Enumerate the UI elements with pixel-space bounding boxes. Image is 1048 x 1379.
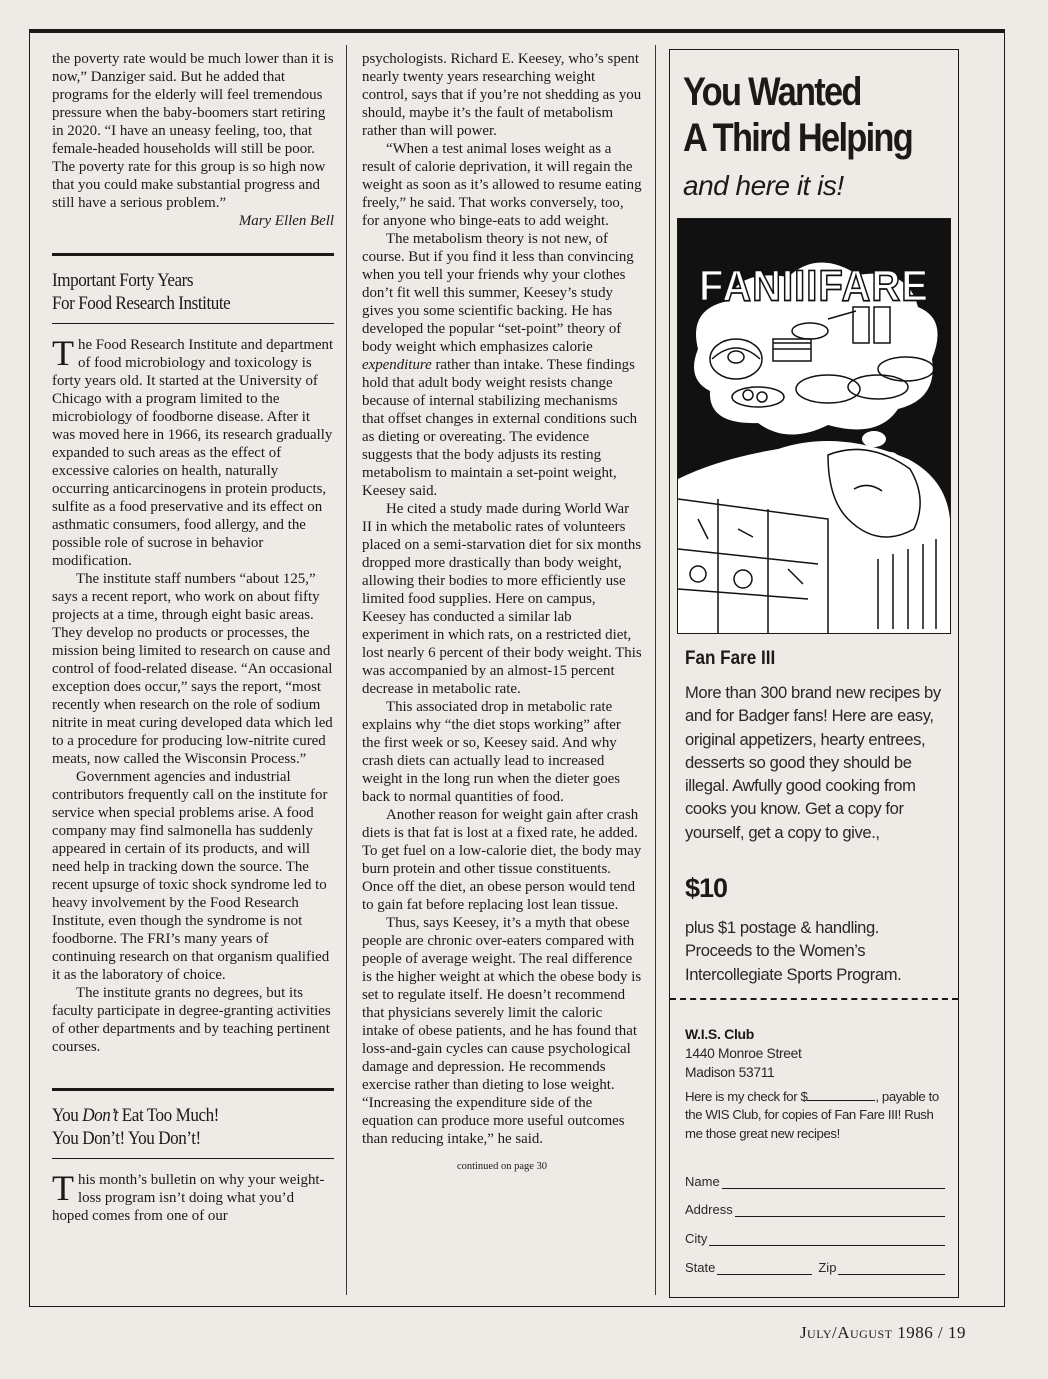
- club-name: W.I.S. Club: [685, 1026, 755, 1042]
- article-headline-line2: You Don’t! You Don’t!: [52, 1128, 201, 1149]
- ad-subhead: and here it is!: [683, 170, 844, 201]
- fri-paragraph-4: The institute grants no degrees, but its faculty participate in degree-granting activities of other departments and by teaching pertinent courses.: [52, 985, 331, 1055]
- address-field[interactable]: Address: [685, 1202, 945, 1217]
- state-zip-field[interactable]: State Zip: [685, 1260, 945, 1275]
- page-folio: July/August 1986 / 19: [799, 1323, 966, 1342]
- drop-cap: T: [52, 333, 74, 373]
- order-text: Here is my check for $ , payable to the WIS Club, for copies of Fan Fare III! Rush me those great new recipes!: [685, 1089, 939, 1141]
- postage-note: plus $1 postage & handling. Proceeds to the Women’s Intercollegiate Sports Program.: [685, 918, 902, 984]
- cookbook-cover-illustration: [677, 218, 951, 634]
- keesey-paragraph-6: Another reason for weight gain after crash diets is that fat is lost at a fixed rate, he added. To get fuel on a low-calorie diet, the body may burn protein and other tissue constituents. Once off the diet, an obese person would tend to gain fat before replacing lost lean tissue.: [362, 807, 642, 913]
- keesey-paragraph-3: The metabolism theory is not new, of course. But if you find it less than convincing when you tell your friends why your clothes don’t fit well this summer, Keesey’s study gives you some scientific backing. He has developed the popular “set-point” theory of body weight which emphasizes calorie expenditure rather than intake. These findings hold that adult body weight resists change because of internal stabilizing mechanisms that offset changes in external conditions such as dieting or overeating. The evidence suggests that the body adjusts its resting metabolism to maintain a set-point weight, Keesey said.: [362, 231, 638, 499]
- keesey-paragraph-1: psychologists. Richard E. Keesey, who’s spent nearly twenty years researching weight control, says that if you’re not shedding as you should, maybe it’s the fault of metabolism rather than will power.: [362, 51, 642, 139]
- address-line-1: 1440 Monroe Street: [685, 1046, 802, 1061]
- address-line-2: Madison 53711: [685, 1065, 775, 1080]
- keesey-paragraph-5: This associated drop in metabolic rate explains why “the diet stops working” after the first week or so, Keesey said. And why crash diets can actually lead to increased weight in the long run when the dieter goes back to normal quantities of food.: [362, 699, 621, 805]
- column-1: [52, 50, 334, 1225]
- city-field[interactable]: City: [685, 1231, 945, 1246]
- headline-underline: [52, 1158, 334, 1159]
- cover-title: FANIIIFARE: [699, 260, 929, 310]
- amount-blank[interactable]: [807, 1088, 875, 1101]
- keesey-paragraph-4: He cited a study made during World War II in which the metabolic rates of volunteers placed on a semi-starvation diet for six months dropped more drastically than body weight, allowing their bodies to more efficiently use limited food supplies. Here on campus, Keesey has conducted a similar lab experiment in which rats, on a restricted diet, lost nearly 6 percent of their body weight. This was accompanied by an almost-15 percent decrease in metabolic rate.: [362, 501, 642, 697]
- cut-line: [670, 998, 958, 1000]
- article-headline-line1: Important Forty Years: [52, 270, 194, 291]
- cookbook-cover-drawing: [678, 219, 950, 633]
- column-divider-1: [346, 45, 347, 1295]
- fan-fare-ad: [669, 49, 959, 1298]
- fri-paragraph-2: The institute staff numbers “about 125,” says a recent report, who work on about fifty projects at a time, through eight basic areas. They develop no products or processes, the mission being limited to research on cause and control of food-related disease. “An occasional exception does occur,” says the report, “most recently when research on the role of sodium nitrite in meat curing developed data which led to a procedure for producing low-nitrite cured meats, now called the Wisconsin Process.”: [52, 571, 333, 767]
- poverty-article-end: the poverty rate would be much lower than it is now,” Danziger said. But he added that programs for the elderly will feel tremendous pressure when the baby-boomers start retiring in 2020. “I have an uneasy feeling, too, that female-headed households will still be poor. The poverty rate for this group is so high now that you could make substantial progress and still have a serious problem.”: [52, 51, 334, 211]
- book-title: Fan Fare III: [685, 648, 776, 669]
- fri-paragraph-3: Government agencies and industrial contributors frequently call on the institute for service when special problems arise. A food company may find salmonella has suddenly appeared in certain of its products, and will need help in tracking down the source. The recent upsurge of toxic shock syndrome led to heavy involvement by the Food Research Institute, even though the syndrome is not foodborne. The FRI’s many years of continuing research on that organism qualified it as the laboratory of choice.: [52, 769, 330, 983]
- column-2: [362, 50, 642, 1176]
- fri-paragraph-1: The Food Research Institute and department of food microbiology and toxicology is forty years old. It started at the University of Chicago with a program limited to the microbiology of foodborne disease. After it was moved here in 1966, its research gradually expanded to such areas as the effect of excessive calories on health, naturally occurring anticarcinogens in protein products, sulfite as a food preservative and its effect on asthmatic consumers, food allergy, and the possible role of sucrose in behavior modification.: [52, 333, 334, 569]
- club-address: [685, 1044, 802, 1082]
- byline: Mary Ellen Bell: [238, 213, 334, 229]
- keesey-paragraph-2: “When a test animal loses weight as a result of calorie deprivation, it will regain the weight as soon as it’s allowed to resume eating freely,” he said. That works conversely, too, for anyone who binge-eats to add weight.: [362, 141, 642, 229]
- ad-description: More than 300 brand new recipes by and for Badger fans! Here are easy, original appetizers, hearty entrees, desserts so good they should be illegal. Awfully good cooking from cooks you know. Get a copy for yourself, get a copy to give.,: [685, 683, 941, 842]
- headline-underline: [52, 323, 334, 324]
- name-field[interactable]: Name: [685, 1174, 945, 1189]
- continued-note: continued on page 30: [456, 1161, 548, 1172]
- keesey-paragraph-7: Thus, says Keesey, it’s a myth that obese people are chronic over-eaters compared with people of average weight. The real difference is the higher weight at which the obese body is set to regulate itself. He doesn’t recommend that physicians severely limit the caloric intake of obese patients, and he has found that loss-and-gain cycles can cause psychological damage and depression. He recommends exercise rather than dieting to lose weight. “Increasing the expenditure side of the equation can produce more useful outcomes than reducing intake,” he said.: [362, 915, 642, 1147]
- article-headline-line2: For Food Research Institute: [52, 293, 231, 314]
- weight-paragraph-1: This month’s bulletin on why your weight-loss program isn’t doing what you’d hoped comes from one of our: [52, 1168, 325, 1224]
- ad-headline-line2: A Third Helping: [683, 116, 913, 160]
- article-headline-line1: You Don’t Eat Too Much!: [52, 1105, 219, 1126]
- column-divider-2: [655, 45, 656, 1295]
- price: $10: [685, 873, 728, 903]
- drop-cap: T: [52, 1168, 74, 1208]
- ad-headline-line1: You Wanted: [683, 70, 861, 114]
